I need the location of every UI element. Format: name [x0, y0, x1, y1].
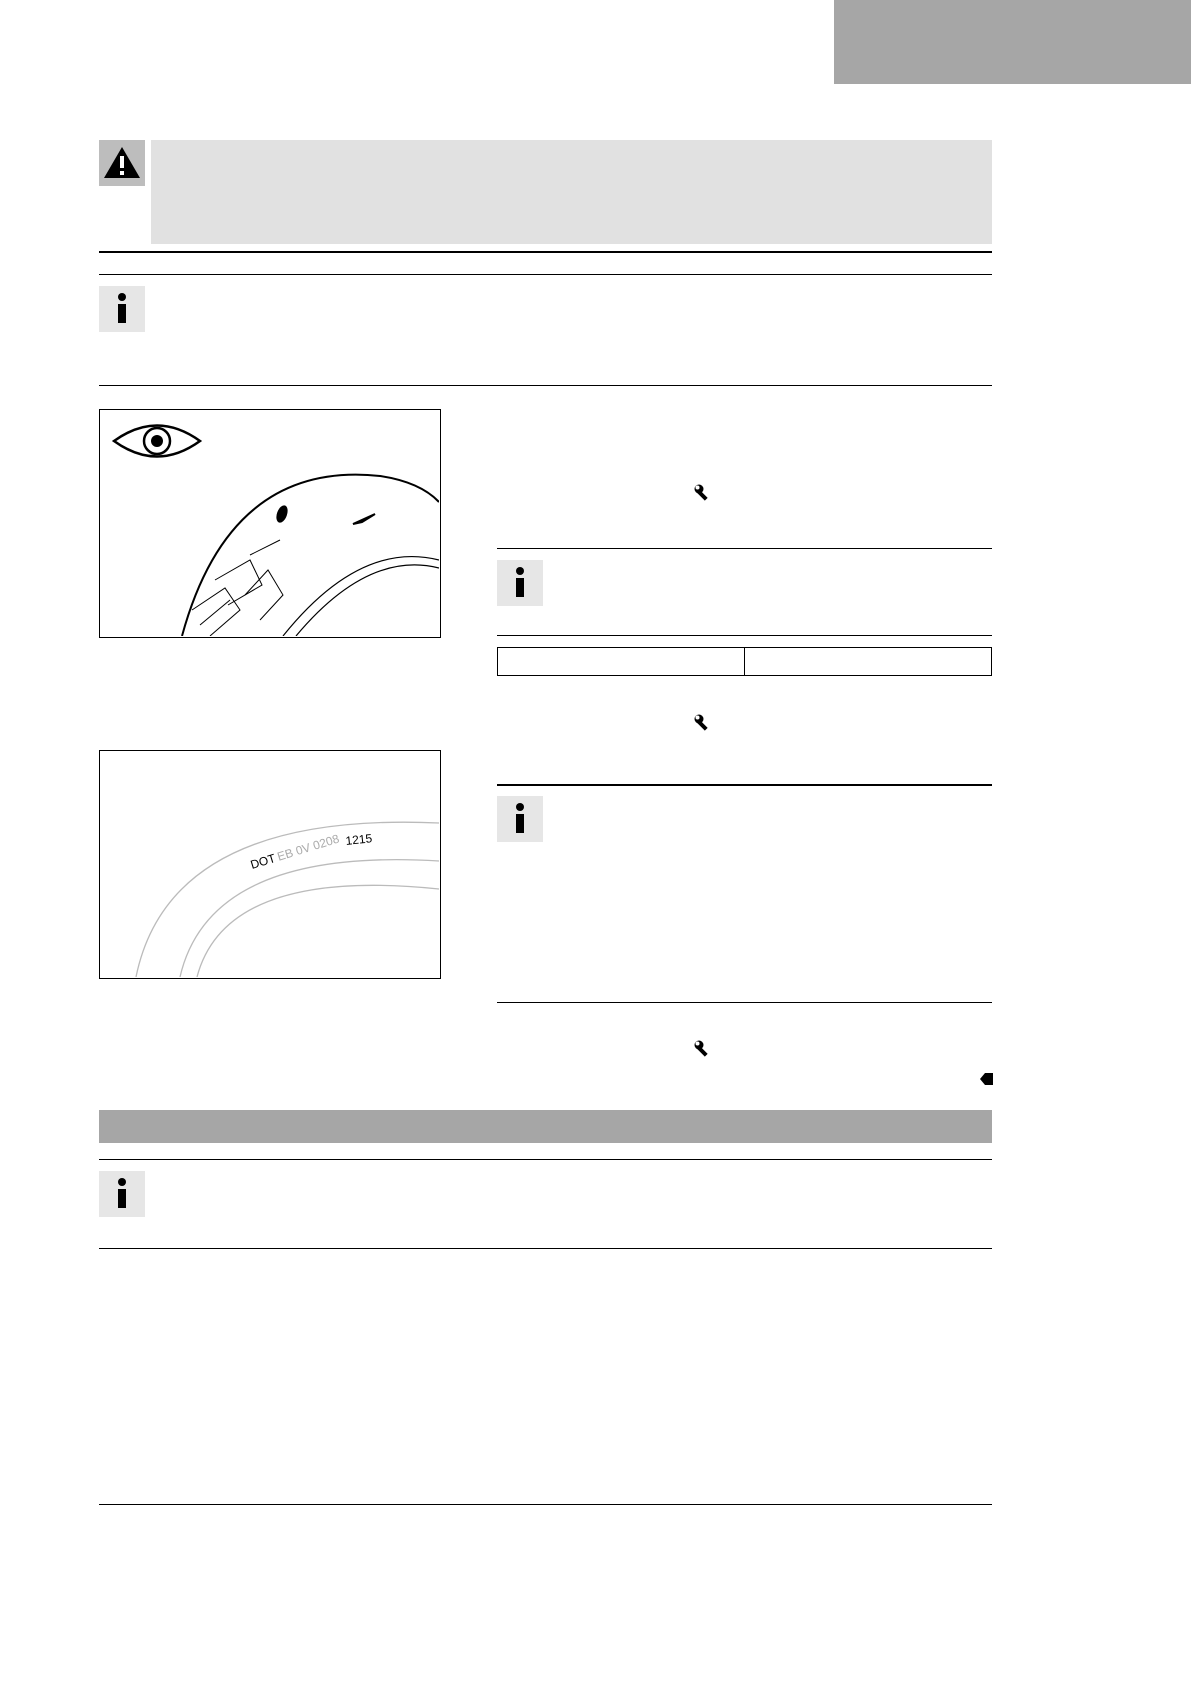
- figure-dot-code: [99, 750, 441, 979]
- wrench-icon: [694, 484, 712, 502]
- info-icon: [99, 1171, 145, 1217]
- divider: [497, 1002, 992, 1003]
- warning-triangle-icon: [99, 140, 145, 186]
- section-heading-bar: [99, 1110, 992, 1143]
- eye-icon: [114, 426, 200, 457]
- info-icon: [497, 796, 543, 842]
- divider: [497, 635, 992, 636]
- end-of-procedure-icon: [980, 1072, 993, 1084]
- wrench-icon: [694, 1040, 712, 1058]
- divider: [99, 385, 992, 386]
- info-icon: [99, 286, 145, 332]
- dot-code-middle: EB 0V 0208: [275, 831, 341, 864]
- spec-table: [497, 647, 992, 676]
- dot-code-prefix: DOT: [248, 851, 278, 872]
- divider: [497, 784, 992, 786]
- divider: [99, 251, 992, 253]
- divider: [99, 1159, 992, 1160]
- wrench-icon: [694, 714, 712, 732]
- dot-code-date: 1215: [344, 831, 373, 848]
- divider: [99, 1504, 992, 1505]
- spec-cell-label: [498, 648, 744, 675]
- corner-chapter-tab: [834, 0, 1191, 84]
- divider: [99, 274, 992, 275]
- divider: [497, 548, 992, 549]
- warning-box: [151, 140, 992, 244]
- info-icon: [497, 560, 543, 606]
- divider: [99, 1248, 992, 1249]
- spec-cell-value: [744, 648, 991, 675]
- figure-tire-wear: [99, 409, 441, 638]
